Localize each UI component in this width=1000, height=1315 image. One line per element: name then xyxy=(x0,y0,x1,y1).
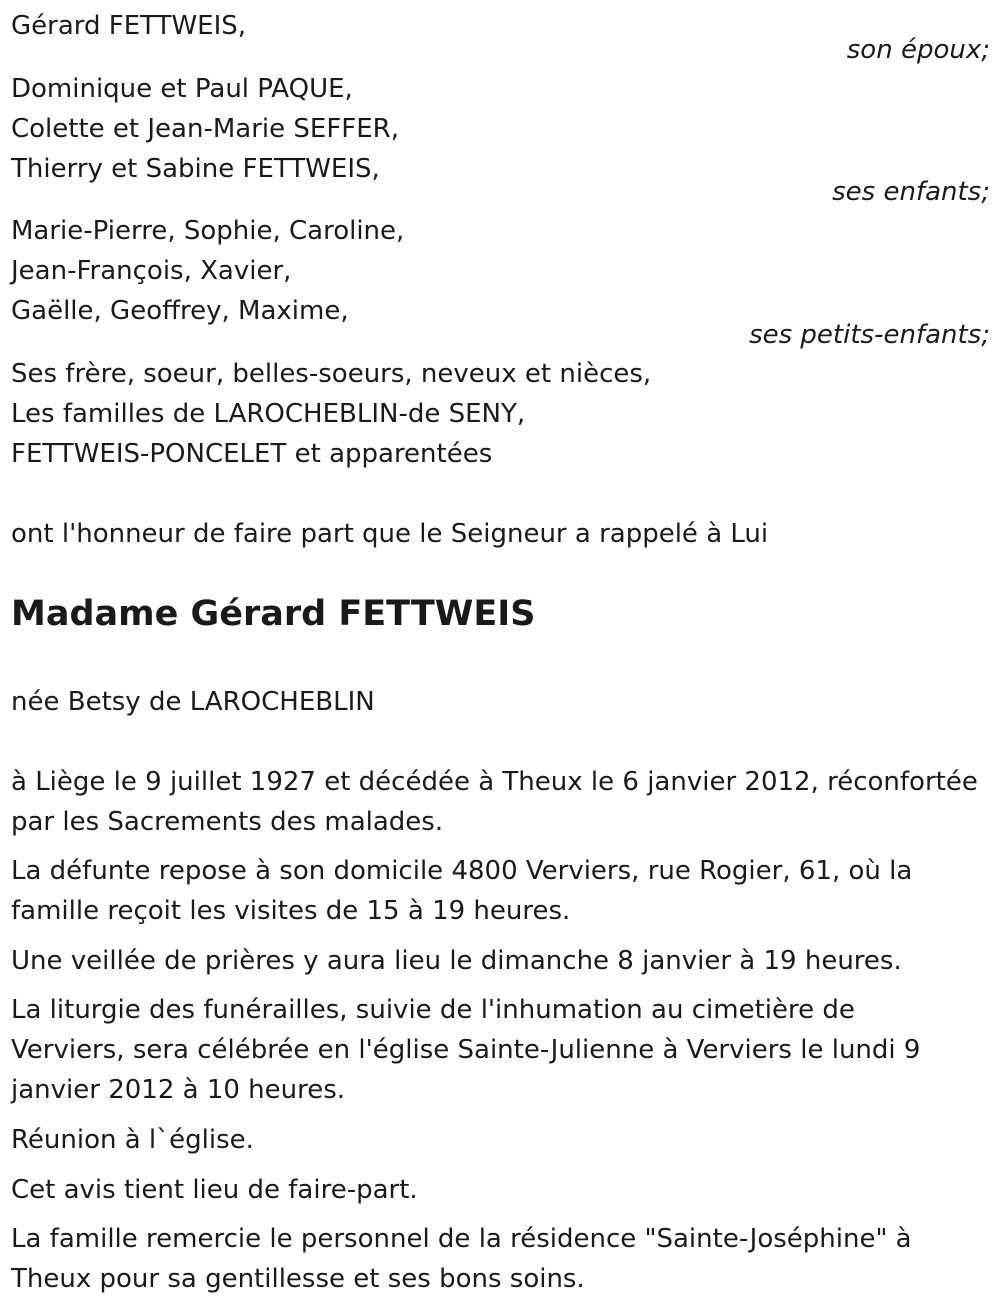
grandchild-line-2: Jean-François, Xavier, xyxy=(11,256,292,286)
relatives-line-3: FETTWEIS-PONCELET et apparentées xyxy=(11,439,493,469)
detail-line-9: Réunion à l`église. xyxy=(11,1125,254,1155)
detail-line-3: La défunte repose à son domicile 4800 Verviers, rue Rogier, 61, où la xyxy=(11,856,913,886)
birth-name: née Betsy de LAROCHEBLIN xyxy=(11,687,375,717)
child-line-3: Thierry et Sabine FETTWEIS, xyxy=(11,154,380,184)
detail-line-5: Une veillée de prières y aura lieu le dimanche 8 janvier à 19 heures. xyxy=(11,946,902,976)
child-line-1: Dominique et Paul PAQUE, xyxy=(11,74,353,104)
children-role: ses enfants; xyxy=(832,177,990,207)
detail-line-7: Verviers, sera célébrée en l'église Sainte-Julienne à Verviers le lundi 9 xyxy=(11,1035,921,1065)
relatives-line-2: Les familles de LAROCHEBLIN-de SENY, xyxy=(11,399,526,429)
detail-line-4: famille reçoit les visites de 15 à 19 heures. xyxy=(11,896,571,926)
detail-line-10: Cet avis tient lieu de faire-part. xyxy=(11,1175,418,1205)
detail-line-6: La liturgie des funérailles, suivie de l'inhumation au cimetière de xyxy=(11,995,855,1025)
detail-line-8: janvier 2012 à 10 heures. xyxy=(11,1075,346,1105)
child-line-2: Colette et Jean-Marie SEFFER, xyxy=(11,114,399,144)
spouse-name: Gérard FETTWEIS, xyxy=(11,11,247,41)
detail-line-11: La famille remercie le personnel de la résidence "Sainte-Joséphine" à xyxy=(11,1224,912,1254)
detail-line-2: par les Sacrements des malades. xyxy=(11,807,444,837)
grandchild-line-1: Marie-Pierre, Sophie, Caroline, xyxy=(11,216,405,246)
detail-line-1: à Liège le 9 juillet 1927 et décédée à Theux le 6 janvier 2012, réconfortée xyxy=(11,767,978,797)
detail-line-12: Theux pour sa gentillesse et ses bons soins. xyxy=(11,1264,585,1294)
grandchild-line-3: Gaëlle, Geoffrey, Maxime, xyxy=(11,296,349,326)
spouse-role: son époux; xyxy=(846,35,990,65)
announcement-text: ont l'honneur de faire part que le Seigneur a rappelé à Lui xyxy=(11,519,769,549)
grandchildren-role: ses petits-enfants; xyxy=(749,320,990,350)
relatives-line-1: Ses frère, soeur, belles-soeurs, neveux et nièces, xyxy=(11,359,652,389)
deceased-name: Madame Gérard FETTWEIS xyxy=(11,594,536,634)
